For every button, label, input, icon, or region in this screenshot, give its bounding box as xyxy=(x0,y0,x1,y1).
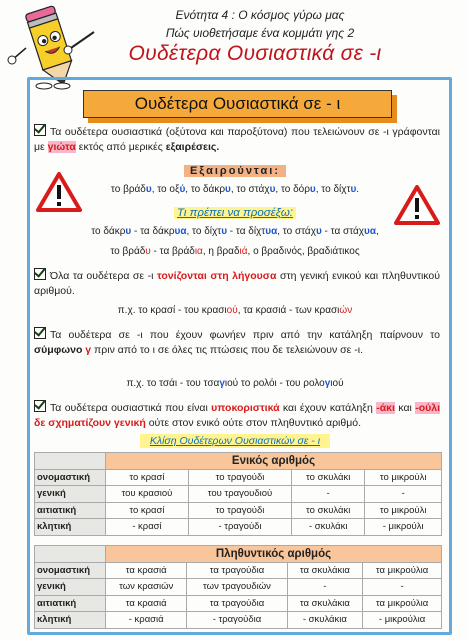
rule-2 xyxy=(34,268,440,299)
rule-3 xyxy=(34,327,440,358)
warning-icon xyxy=(36,172,82,212)
table-cell: τα μικρούλια xyxy=(363,562,442,579)
case-label: κλητική xyxy=(35,519,106,536)
text-segment: , xyxy=(376,226,379,237)
table-cell: - xyxy=(292,486,365,503)
text-segment: υ xyxy=(350,184,357,195)
rule-1-text: Τα ουδέτερα ουσιαστικά (οξύτονα και παροξύτονα) που τελειώνουν σε -ι γράφονται με xyxy=(34,126,440,153)
rule-4-text-2: και έχουν κατάληξη xyxy=(279,402,377,414)
table-cell: του τραγουδιού xyxy=(188,486,291,503)
text-segment: το βράδ xyxy=(110,184,146,195)
table-cell: τα σκυλάκια xyxy=(287,562,363,579)
table-row xyxy=(35,469,442,486)
table-cell: - μικρούλια xyxy=(363,612,442,629)
table-cell: τα κρασιά xyxy=(106,595,187,612)
exceptions-label-wrap xyxy=(150,165,320,177)
text-segment: άτικος xyxy=(332,246,360,257)
case-label: ονομαστική xyxy=(35,469,106,486)
table-row xyxy=(35,595,442,612)
exceptions-line xyxy=(60,184,410,195)
text-segment: , το δίχτ xyxy=(315,184,351,195)
table-cell: - κρασιά xyxy=(106,612,187,629)
table-cell: των τραγουδιών xyxy=(187,579,287,596)
rule-4-text-4: ούτε στον ενικό ούτε στον πληθυντικό αριθμό. xyxy=(145,417,362,429)
title-banner: Ουδέτερα Ουσιαστικά σε - ι xyxy=(83,90,392,118)
table-cell: το τραγούδι xyxy=(188,502,291,519)
table-cell: τα κρασιά xyxy=(106,562,187,579)
table-cell: τα μικρούλια xyxy=(363,595,442,612)
rule-4-highlight-1: -άκι xyxy=(376,402,395,414)
rule-2-text-2: στη γενική ενικού και πληθυντικού αριθμού. xyxy=(34,270,441,297)
table-cell: το μικρούλι xyxy=(365,469,442,486)
rule-4-bold-1: υποκοριστικά xyxy=(211,402,280,414)
table-cell: - xyxy=(365,486,442,503)
text-segment: υ xyxy=(221,226,228,237)
singular-header: Ενικός αριθμός xyxy=(106,453,442,470)
text-segment: υα xyxy=(364,226,377,237)
plural-table xyxy=(34,545,442,629)
mustknow-line-1 xyxy=(40,226,430,237)
rule-3-bold: σύμφωνο xyxy=(34,344,83,356)
table-cell: το μικρούλι xyxy=(365,502,442,519)
text-segment: υ xyxy=(225,184,231,195)
table-cell: - xyxy=(363,579,442,596)
rule-4-text-3: και xyxy=(394,402,416,414)
text-segment: υ xyxy=(309,184,316,195)
text-segment: , η βραδ xyxy=(202,246,240,257)
table-cell: - κρασί xyxy=(106,519,189,536)
text-segment: γ xyxy=(324,378,331,389)
text-segment: το βράδ xyxy=(110,246,146,257)
table-cell: το κρασί xyxy=(106,469,189,486)
case-label: αιτιατική xyxy=(35,502,106,519)
rule-1 xyxy=(34,124,440,155)
text-segment: - τα βράδ xyxy=(150,246,195,257)
mustknow-label: Τι πρέπει να προσέξω: xyxy=(174,207,296,219)
text-segment: ιού το ρολόι - του ρολο xyxy=(224,378,325,389)
rule-3-text-2: πριν από το ι σε όλες τις πτώσεις που δε τελειώνουν σε -ι. xyxy=(91,344,363,356)
text-segment: υα xyxy=(265,226,278,237)
rule-4-bold-2: δε σχηματίζουν γενική xyxy=(34,417,146,429)
text-segment: - τα στάχ xyxy=(321,226,365,237)
text-segment: , ο βραδ xyxy=(247,246,285,257)
text-segment: υ xyxy=(145,184,152,195)
text-segment: , το δίχτ xyxy=(186,226,222,237)
table-cell: - σκυλάκι xyxy=(292,519,365,536)
table-cell: - τραγούδια xyxy=(187,612,287,629)
rule-2-bold: τονίζονται στη λήγουσα xyxy=(157,270,277,282)
rule-3-text: Τα ουδέτερα σε -ι που έχουν φωνήεν πριν από την κατάληξη παίρνουν το xyxy=(50,329,440,341)
text-segment: - τα δάκρ xyxy=(131,226,175,237)
table-cell: - xyxy=(287,579,363,596)
text-segment: ιά xyxy=(239,246,248,257)
text-segment: υ xyxy=(269,184,276,195)
table-cell: το τραγούδι xyxy=(188,469,291,486)
text-segment: το δάκρ xyxy=(91,226,126,237)
checkbox-icon xyxy=(34,124,46,136)
table-cell: - σκυλάκια xyxy=(287,612,363,629)
plural-header: Πληθυντικός αριθμός xyxy=(106,546,442,563)
case-label: ονομαστική xyxy=(35,562,106,579)
case-label: γενική xyxy=(35,579,106,596)
checkbox-icon xyxy=(34,268,46,280)
table-cell: του κρασιού xyxy=(106,486,189,503)
singular-table xyxy=(34,452,442,536)
text-segment: , το οξ xyxy=(151,184,180,195)
table-cell: τα τραγούδια xyxy=(187,595,287,612)
text-segment: ι xyxy=(284,246,287,257)
table-cell: τα τραγούδια xyxy=(187,562,287,579)
text-segment: , το δάκρ xyxy=(185,184,226,195)
text-segment: , το δόρ xyxy=(275,184,310,195)
table-row xyxy=(35,562,442,579)
text-segment: ύ xyxy=(179,184,186,195)
header-spacer xyxy=(35,546,106,563)
table-row xyxy=(35,519,442,536)
text-segment: ι xyxy=(330,246,333,257)
table-cell: τα σκυλάκια xyxy=(287,595,363,612)
text-segment: π.χ. το κρασί - του κρασι xyxy=(117,305,227,316)
rule-2-example xyxy=(40,305,430,316)
text-segment: νός, βραδ xyxy=(286,246,331,257)
mustknow-label-wrap xyxy=(155,207,315,219)
case-label: αιτιατική xyxy=(35,595,106,612)
checkbox-icon xyxy=(34,400,46,412)
text-segment: , τα κρασιά - των κρασι xyxy=(237,305,340,316)
lesson-subtitle: Πώς υιοθετήσαμε ένα κομμάτι γης 2 xyxy=(165,26,355,40)
text-segment: ια xyxy=(194,246,203,257)
checkbox-icon xyxy=(34,327,46,339)
table-row xyxy=(35,612,442,629)
rule-2-text: Όλα τα ουδέτερα σε -ι xyxy=(50,270,157,282)
text-segment: ού xyxy=(226,305,238,316)
text-segment: υ xyxy=(315,226,322,237)
rule-4 xyxy=(34,400,440,431)
mustknow-line-2 xyxy=(40,246,430,257)
text-segment: - τα δίχτ xyxy=(227,226,266,237)
page-title: Ουδέτερα Ουσιαστικά σε -ι xyxy=(128,42,382,65)
rule-1-highlight: γιώτα xyxy=(47,141,76,153)
table-cell: - μικρούλι xyxy=(365,519,442,536)
text-segment: γ xyxy=(219,378,225,389)
case-label: κλητική xyxy=(35,612,106,629)
table-caption: Κλίση Ουδέτερων Ουσιαστικών σε - ι xyxy=(140,434,330,448)
text-segment: ών xyxy=(339,305,353,316)
text-segment: , το στάχ xyxy=(277,226,316,237)
unit-heading: Ενότητα 4 : Ο κόσμος γύρω μας xyxy=(175,8,345,22)
table-row xyxy=(35,502,442,519)
table-row xyxy=(35,579,442,596)
warning-icon-right xyxy=(394,185,440,225)
rule-1-text-2: εκτός από μερικές xyxy=(75,141,166,153)
rule-4-text: Τα ουδέτερα ουσιαστικά που είναι xyxy=(50,402,212,414)
text-segment: . xyxy=(356,184,360,195)
table-cell: το σκυλάκι xyxy=(292,502,365,519)
case-label: γενική xyxy=(35,486,106,503)
table-cell: των κρασιών xyxy=(106,579,187,596)
text-segment: υ xyxy=(145,246,151,257)
rule-3-example xyxy=(40,378,430,389)
rule-3-highlight: γ xyxy=(82,344,92,356)
header-spacer xyxy=(35,453,106,470)
text-segment: υ xyxy=(125,226,132,237)
text-segment: ιού xyxy=(330,378,344,389)
rule-1-bold: εξαιρέσεις. xyxy=(165,141,220,153)
table-row xyxy=(35,486,442,503)
text-segment: υα xyxy=(174,226,187,237)
text-segment: , το στάχ xyxy=(230,184,270,195)
table-cell: το κρασί xyxy=(106,502,189,519)
table-cell: το σκυλάκι xyxy=(292,469,365,486)
rule-4-highlight-2: -ούλι xyxy=(415,402,441,414)
text-segment: π.χ. το τσάι - του τσα xyxy=(126,378,220,389)
table-cell: - τραγούδι xyxy=(188,519,291,536)
exceptions-label: Εξαιρούνται: xyxy=(184,165,286,177)
